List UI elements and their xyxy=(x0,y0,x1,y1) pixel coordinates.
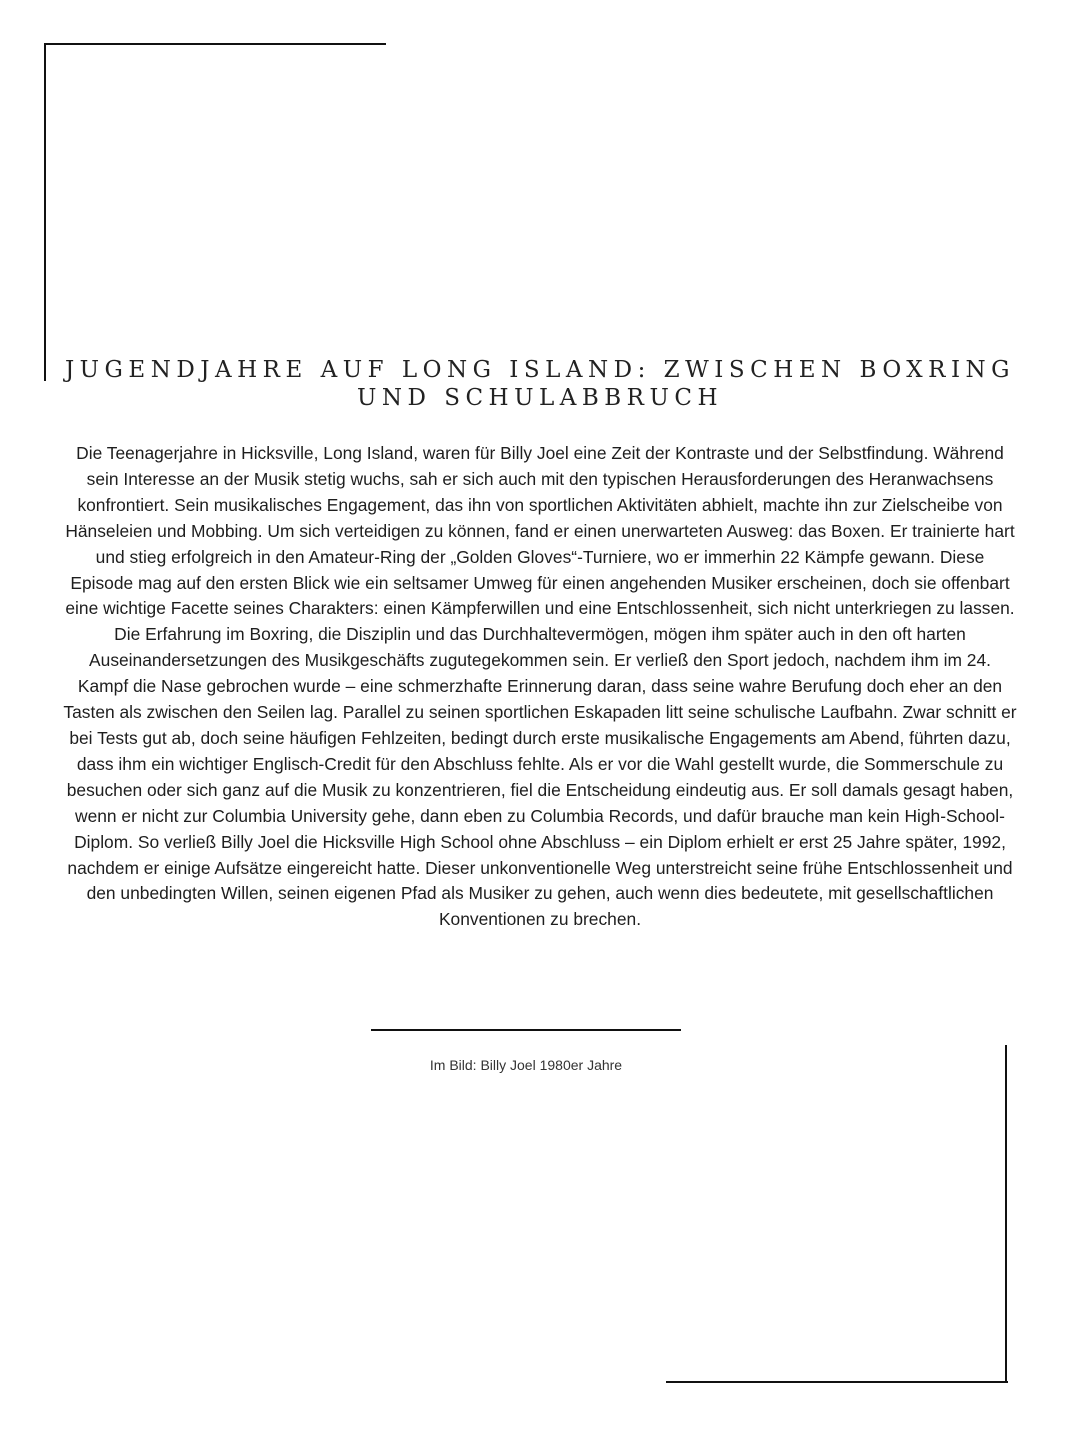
frame-corner-bottom-right-vertical xyxy=(1005,1045,1007,1383)
frame-corner-top-left-vertical xyxy=(44,43,46,381)
article-heading: JUGENDJAHRE AUF LONG ISLAND: ZWISCHEN BOXRING UND SCHULABBRUCH xyxy=(64,357,1016,411)
article-body: Die Teenagerjahre in Hicksville, Long Island, waren für Billy Joel eine Zeit der Kontraste und der Selbstfindung. Während sein Interesse an der Musik stetig wuchs, sah er sich auch mit den typischen Herausforderungen des Heranwachsens konfrontiert. Sein musikalisches Engagement, das ihn von sportlichen Aktivitäten abhielt, machte ihn zur Zielscheibe von Hänseleien und Mobbing. Um sich verteidigen zu können, fand er einen unerwarteten Ausweg: das Boxen. Er trainierte hart und stieg erfolgreich in den Amateur-Ring der „Golden Gloves“-Turniere, wo er immerhin 22 Kämpfe gewann. Diese Episode mag auf den ersten Blick wie ein seltsamer Umweg für einen angehenden Musiker erscheinen, doch sie offenbart eine wichtige Facette seines Charakters: einen Kämpferwillen und eine Entschlossenheit, sich nicht unterkriegen zu lassen. Die Erfahrung im Boxring, die Disziplin und das Durchhaltevermögen, mögen ihm später auch in den oft harten Auseinandersetzungen des Musikgeschäfts zugutegekommen sein. Er verließ den Sport jedoch, nachdem ihm im 24. Kampf die Nase gebrochen wurde – eine schmerzhafte Erinnerung daran, dass seine wahre Berufung doch eher an den Tasten als zwischen den Seilen lag. Parallel zu seinen sportlichen Eskapaden litt seine schulische Laufbahn. Zwar schnitt er bei Tests gut ab, doch seine häufigen Fehlzeiten, bedingt durch erste musikalische Engagements am Abend, führten dazu, dass ihm ein wichtiger Englisch-Credit für den Abschluss fehlte. Als er vor die Wahl gestellt wurde, die Sommerschule zu besuchen oder sich ganz auf die Musik zu konzentrieren, fiel die Entscheidung eindeutig aus. Er soll damals gesagt haben, wenn er nicht zur Columbia University gehe, dann eben zu Columbia Records, und dafür brauche man kein High-School-Diplom. So verließ Billy Joel die Hicksville High School ohne Abschluss – ein Diplom erhielt er erst 25 Jahre später, 1992, nachdem er einige Aufsätze eingereicht hatte. Dieser unkonventionelle Weg unterstreicht seine frühe Entschlossenheit und den unbedingten Willen, seinen eigenen Pfad als Musiker zu gehen, auch wenn dies bedeutete, mit gesellschaftlichen Konventionen zu brechen. xyxy=(63,443,1017,930)
image-caption: Im Bild: Billy Joel 1980er Jahre xyxy=(429,1057,623,1073)
frame-corner-bottom-right-horizontal xyxy=(666,1381,1008,1383)
caption-divider xyxy=(371,1029,681,1031)
frame-corner-top-left-horizontal xyxy=(44,43,386,45)
